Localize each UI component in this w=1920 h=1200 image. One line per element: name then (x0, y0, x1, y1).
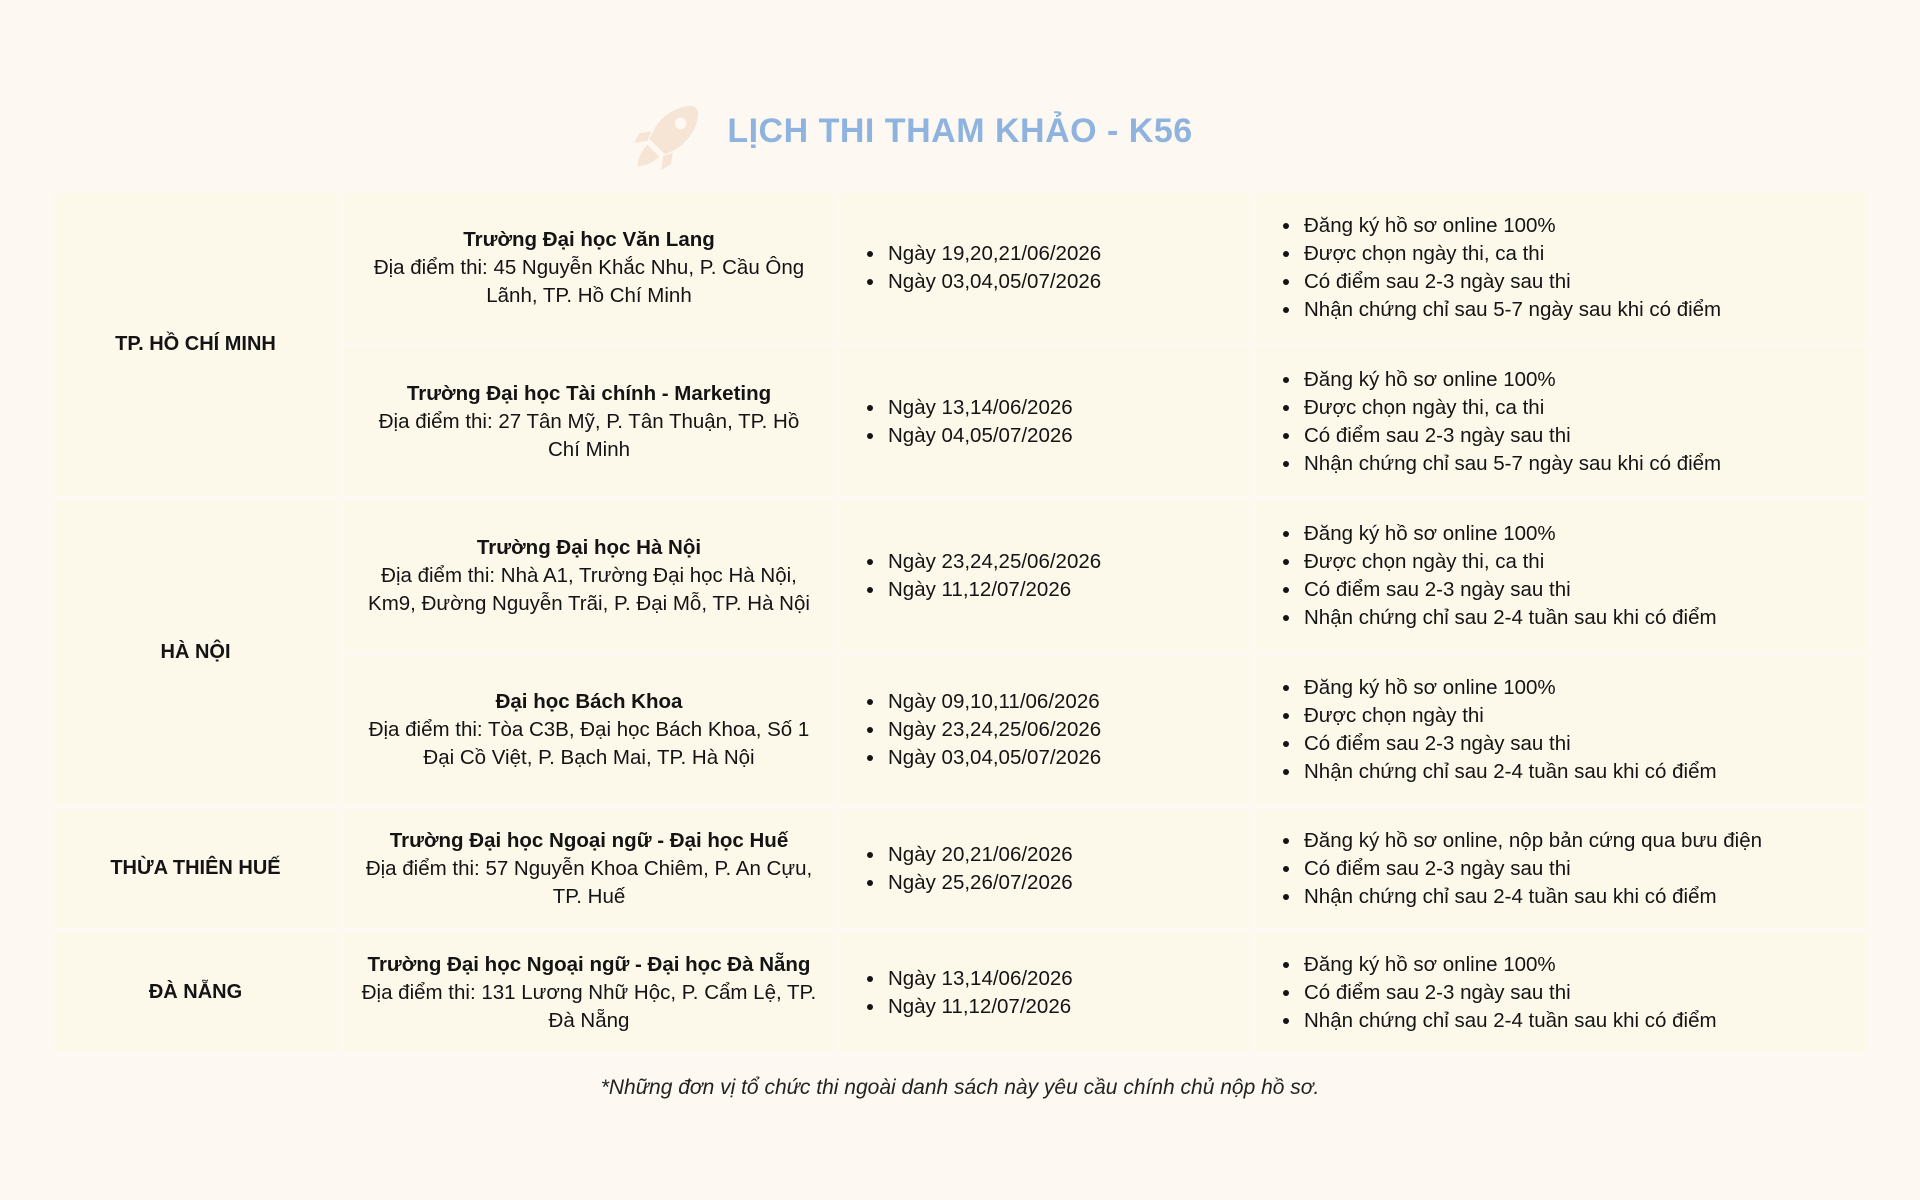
note-item: • Có điểm sau 2-3 ngày sau thi (1302, 730, 1717, 758)
note-item: • Nhận chứng chỉ sau 5-7 ngày sau khi có điểm (1302, 296, 1721, 324)
dates-cell (840, 933, 1250, 1052)
note-item: • Được chọn ngày thi, ca thi (1302, 548, 1717, 576)
exam-date: • Ngày 11,12/07/2026 (886, 993, 1073, 1021)
dates-list (862, 841, 1073, 897)
school-cell (344, 933, 834, 1052)
province-cell: ĐÀ NẴNG (53, 933, 338, 1052)
school-name: Trường Đại học Ngoại ngữ - Đại học Huế (389, 828, 789, 852)
note-item: • Đăng ký hồ sơ online 100% (1302, 212, 1721, 240)
footnote: *Những đơn vị tổ chức thi ngoài danh sách này yêu cầu chính chủ nộp hồ sơ. (600, 1076, 1320, 1099)
note-item: • Nhận chứng chỉ sau 2-4 tuần sau khi có điểm (1302, 758, 1717, 786)
dates-cell (840, 347, 1250, 496)
school-name: Trường Đại học Văn Lang (463, 227, 715, 251)
notes-list (1278, 827, 1762, 911)
note-item: • Đăng ký hồ sơ online 100% (1302, 951, 1717, 979)
notes-cell (1256, 347, 1867, 496)
note-item: • Đăng ký hồ sơ online 100% (1302, 520, 1717, 548)
exam-date: • Ngày 04,05/07/2026 (886, 422, 1073, 450)
school-name: Trường Đại học Hà Nội (476, 535, 702, 559)
exam-date: • Ngày 25,26/07/2026 (886, 869, 1073, 897)
school-address: Địa điểm thi: Nhà A1, Trường Đại học Hà Nội, Km9, Đường Nguyễn Trãi, P. Đại Mỗ, TP. Hà Nội (368, 563, 810, 615)
note-item: • Có điểm sau 2-3 ngày sau thi (1302, 576, 1717, 604)
school-address: Địa điểm thi: 27 Tân Mỹ, P. Tân Thuận, TP. Hồ Chí Minh (378, 409, 800, 461)
notes-cell (1256, 501, 1867, 650)
note-item: • Có điểm sau 2-3 ngày sau thi (1302, 422, 1721, 450)
note-item: • Được chọn ngày thi (1302, 702, 1717, 730)
notes-cell (1256, 655, 1867, 804)
note-item: • Nhận chứng chỉ sau 2-4 tuần sau khi có điểm (1302, 1007, 1717, 1035)
school-address: Địa điểm thi: 57 Nguyễn Khoa Chiêm, P. An Cựu, TP. Huế (365, 856, 813, 908)
school-name: Đại học Bách Khoa (495, 689, 683, 713)
dates-cell (840, 809, 1250, 928)
dates-list (862, 240, 1101, 296)
header (0, 104, 1920, 164)
province-cell: THỪA THIÊN HUẾ (53, 809, 338, 928)
exam-date: • Ngày 11,12/07/2026 (886, 576, 1101, 604)
note-item: • Có điểm sau 2-3 ngày sau thi (1302, 855, 1762, 883)
exam-date: • Ngày 13,14/06/2026 (886, 965, 1073, 993)
province-cell: HÀ NỘI (53, 501, 338, 804)
note-item: • Nhận chứng chỉ sau 5-7 ngày sau khi có điểm (1302, 450, 1721, 478)
notes-cell (1256, 809, 1867, 928)
note-item: • Có điểm sau 2-3 ngày sau thi (1302, 979, 1717, 1007)
notes-list (1278, 674, 1717, 786)
dates-cell (840, 501, 1250, 650)
note-item: • Nhận chứng chỉ sau 2-4 tuần sau khi có điểm (1302, 883, 1762, 911)
dates-list (862, 688, 1101, 772)
notes-cell (1256, 193, 1867, 342)
school-cell (344, 193, 834, 342)
notes-list (1278, 366, 1721, 478)
school-name: Trường Đại học Ngoại ngữ - Đại học Đà Nẵng (367, 952, 811, 976)
note-item: • Nhận chứng chỉ sau 2-4 tuần sau khi có điểm (1302, 604, 1717, 632)
exam-date: • Ngày 19,20,21/06/2026 (886, 240, 1101, 268)
exam-schedule-table (53, 193, 1867, 1052)
school-cell (344, 809, 834, 928)
note-item: • Đăng ký hồ sơ online 100% (1302, 366, 1721, 394)
school-address: Địa điểm thi: 45 Nguyễn Khắc Nhu, P. Cầu Ông Lãnh, TP. Hồ Chí Minh (373, 255, 805, 307)
note-item: • Được chọn ngày thi, ca thi (1302, 394, 1721, 422)
dates-list (862, 548, 1101, 604)
school-name: Trường Đại học Tài chính - Marketing (406, 381, 772, 405)
note-item: • Có điểm sau 2-3 ngày sau thi (1302, 268, 1721, 296)
exam-date: • Ngày 03,04,05/07/2026 (886, 268, 1101, 296)
notes-list (1278, 212, 1721, 324)
note-item: • Đăng ký hồ sơ online 100% (1302, 674, 1717, 702)
dates-cell (840, 655, 1250, 804)
province-cell: TP. HỒ CHÍ MINH (53, 193, 338, 496)
exam-date: • Ngày 13,14/06/2026 (886, 394, 1073, 422)
exam-date: • Ngày 03,04,05/07/2026 (886, 744, 1101, 772)
school-address: Địa điểm thi: Tòa C3B, Đại học Bách Khoa, Số 1 Đại Cồ Việt, P. Bạch Mai, TP. Hà Nội (368, 717, 810, 769)
note-item: • Được chọn ngày thi, ca thi (1302, 240, 1721, 268)
school-cell (344, 501, 834, 650)
page-title: LỊCH THI THAM KHẢO - K56 (727, 112, 1193, 150)
dates-list (862, 394, 1073, 450)
notes-list (1278, 951, 1717, 1035)
notes-cell (1256, 933, 1867, 1052)
exam-date: • Ngày 20,21/06/2026 (886, 841, 1073, 869)
school-cell (344, 655, 834, 804)
school-cell (344, 347, 834, 496)
exam-date: • Ngày 23,24,25/06/2026 (886, 716, 1101, 744)
notes-list (1278, 520, 1717, 632)
dates-list (862, 965, 1073, 1021)
exam-date: • Ngày 09,10,11/06/2026 (886, 688, 1101, 716)
note-item: • Đăng ký hồ sơ online, nộp bản cứng qua bưu điện (1302, 827, 1762, 855)
dates-cell (840, 193, 1250, 342)
exam-date: • Ngày 23,24,25/06/2026 (886, 548, 1101, 576)
school-address: Địa điểm thi: 131 Lương Nhữ Hộc, P. Cẩm Lệ, TP. Đà Nẵng (361, 980, 817, 1032)
